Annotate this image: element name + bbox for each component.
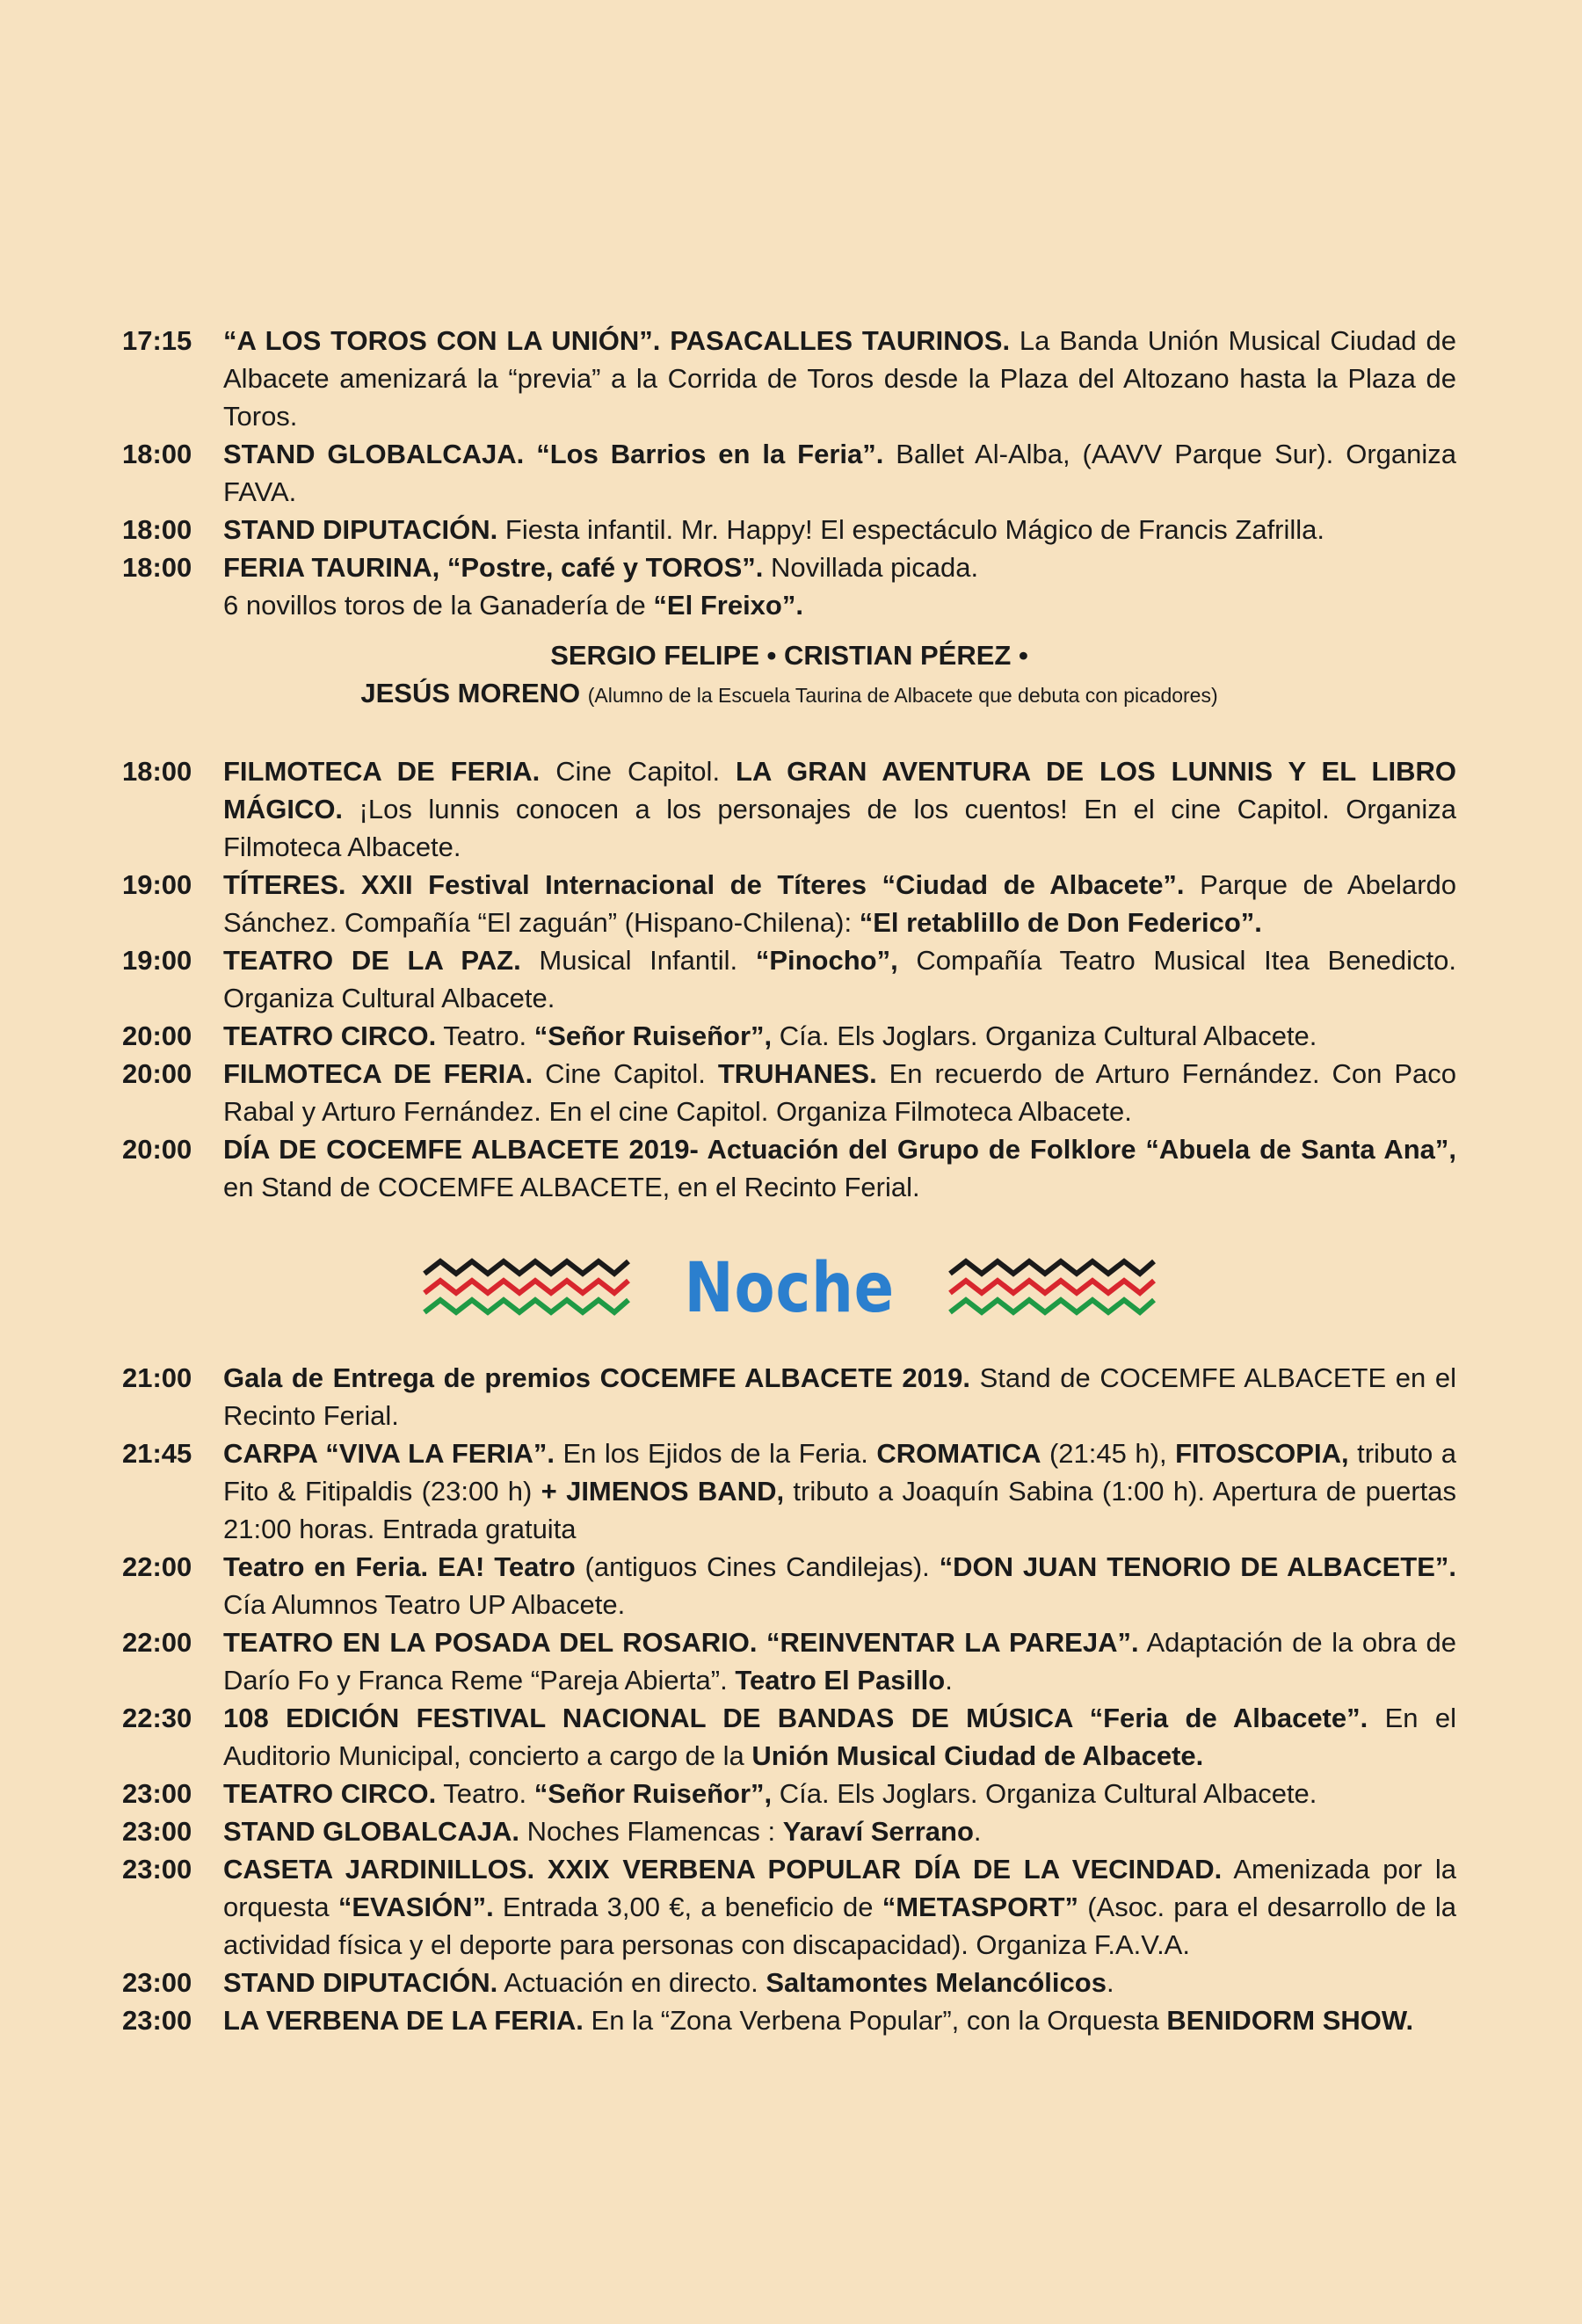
event-description (223, 2001, 1456, 2039)
event-text: Noches Flamencas : (519, 1816, 783, 1847)
event-time: 20:00 (122, 1134, 192, 1165)
event-highlight: FERIA TAURINA, “Postre, café y TOROS”. (223, 552, 764, 583)
event-list-afternoon (122, 322, 1456, 624)
event-highlight: Unión Musical Ciudad de Albacete. (751, 1740, 1204, 1771)
event-item (122, 2001, 1456, 2039)
event-text: Musical Infantil. (520, 945, 756, 976)
event-item (122, 511, 1456, 548)
event-item (122, 1055, 1456, 1130)
event-description (223, 511, 1456, 548)
event-time: 22:00 (122, 1551, 192, 1582)
event-time: 20:00 (122, 1020, 192, 1051)
event-text: Cía Alumnos Teatro UP Albacete. (223, 1589, 626, 1620)
noche-header (122, 1218, 1456, 1359)
event-text: Actuación en directo. (497, 1967, 766, 1998)
event-highlight: FILMOTECA DE FERIA. (223, 756, 541, 787)
event-highlight: Yaraví Serrano (782, 1816, 974, 1847)
event-highlight: 108 EDICIÓN FESTIVAL NACIONAL DE BANDAS DE MÚSICA “Feria de Albacete”. (223, 1703, 1368, 1733)
event-text: Novillada picada. (763, 552, 979, 583)
event-text: Compañía Teatro Musical Itea Benedicto. Organiza Cultural Albacete. (223, 945, 1457, 1013)
event-item (122, 866, 1456, 941)
event-description (223, 866, 1456, 941)
event-item (122, 1775, 1456, 1812)
event-highlight: STAND DIPUTACIÓN. (223, 514, 498, 545)
event-time: 23:00 (122, 1778, 192, 1809)
event-highlight: STAND DIPUTACIÓN. (223, 1967, 498, 1998)
event-description (223, 1964, 1456, 2001)
event-time: 23:00 (122, 2005, 192, 2036)
event-highlight: “El Freixo”. (653, 590, 803, 621)
event-description (223, 1130, 1456, 1206)
event-highlight: “Señor Ruiseñor”, (533, 1778, 773, 1809)
event-highlight: Saltamontes Melancólicos (766, 1967, 1107, 1998)
event-text: En la “Zona Verbena Popular”, con la Orquesta (583, 2005, 1167, 2036)
event-description (223, 1434, 1456, 1548)
event-description (223, 1359, 1456, 1434)
event-description (223, 1699, 1456, 1775)
zigzag-decoration-right (948, 1258, 1156, 1319)
event-time: 23:00 (122, 1967, 192, 1998)
event-highlight: TEATRO DE LA PAZ. (223, 945, 521, 976)
torero-name: JESÚS MORENO (360, 678, 581, 708)
event-item (122, 435, 1456, 511)
event-highlight: TÍTERES. XXII Festival Internacional de Títeres “Ciudad de Albacete”. (223, 869, 1185, 900)
zigzag-decoration-left (423, 1258, 630, 1319)
event-time: 22:30 (122, 1703, 192, 1733)
event-highlight: + JIMENOS BAND, (541, 1476, 785, 1507)
event-item (122, 1017, 1456, 1055)
event-text: tributo a Joaquín Sabina (1:00 h). Apertura de puertas 21:00 horas. Entrada gratuita (223, 1476, 1456, 1544)
event-highlight: DÍA DE COCEMFE ALBACETE 2019- Actuación del Grupo de Folklore “Abuela de Santa Ana”, (223, 1134, 1456, 1165)
program-page (122, 322, 1456, 2039)
toreros-block (122, 636, 1456, 715)
event-highlight: “METASPORT” (882, 1892, 1078, 1922)
event-highlight: CROMATICA (876, 1438, 1041, 1469)
event-text: Amenizada por la orquesta (223, 1854, 1456, 1922)
event-time: 23:00 (122, 1854, 192, 1885)
event-text: tributo a Fito & Fitipaldis (23:00 h) (223, 1438, 1456, 1507)
event-highlight: BENIDORM SHOW. (1166, 2005, 1414, 2036)
event-time: 19:00 (122, 869, 192, 900)
event-item (122, 1548, 1456, 1623)
event-description (223, 322, 1456, 435)
event-text: La Banda Unión Musical Ciudad de Albacete amenizará la “previa” a la Corrida de Toros desde la Plaza del Altozano hasta la Plaza de Toros. (223, 325, 1456, 432)
event-item (122, 1812, 1456, 1850)
event-item (122, 322, 1456, 435)
event-highlight: Gala de Entrega de premios COCEMFE ALBACETE 2019. (223, 1362, 971, 1393)
event-text: 6 novillos toros de la Ganadería de (223, 590, 654, 621)
event-item (122, 752, 1456, 866)
event-highlight: “DON JUAN TENORIO DE ALBACETE”. (939, 1551, 1456, 1582)
event-time: 18:00 (122, 552, 192, 583)
event-description (223, 1850, 1456, 1964)
event-item (122, 1434, 1456, 1548)
event-item (122, 941, 1456, 1017)
event-highlight: Teatro El Pasillo (735, 1665, 946, 1696)
event-text: Cine Capitol. (533, 1058, 718, 1089)
event-list-night (122, 1359, 1456, 2039)
event-text: Ballet Al-Alba, (AAVV Parque Sur). Organiza FAVA. (223, 439, 1456, 507)
event-item (122, 1699, 1456, 1775)
event-text: Adaptación de la obra de Darío Fo y Franca Reme “Pareja Abierta”. (223, 1627, 1456, 1696)
event-text: Fiesta infantil. Mr. Happy! El espectáculo Mágico de Francis Zafrilla. (497, 514, 1325, 545)
event-item (122, 1850, 1456, 1964)
event-time: 17:15 (122, 325, 192, 356)
section-title: Noche (684, 1249, 895, 1328)
event-highlight: LA GRAN AVENTURA DE LOS LUNNIS Y EL LIBRO MÁGICO. (223, 756, 1456, 824)
event-description (223, 1623, 1456, 1699)
event-highlight: LA VERBENA DE LA FERIA. (223, 2005, 584, 2036)
event-description (223, 548, 1456, 624)
event-description (223, 1812, 1456, 1850)
event-time: 20:00 (122, 1058, 192, 1089)
event-highlight: “Pinocho”, (755, 945, 898, 976)
event-text: Cía. Els Joglars. Organiza Cultural Albacete. (772, 1778, 1317, 1809)
event-item (122, 1623, 1456, 1699)
event-description (223, 1055, 1456, 1130)
event-text: . (945, 1665, 953, 1696)
event-item (122, 548, 1456, 624)
event-description (223, 1017, 1456, 1055)
event-text: Cía. Els Joglars. Organiza Cultural Albacete. (772, 1020, 1317, 1051)
event-text: ¡Los lunnis conocen a los personajes de los cuentos! En el cine Capitol. Organiza Filmoteca Albacete. (223, 794, 1456, 862)
event-time: 21:00 (122, 1362, 192, 1393)
event-text: . (1106, 1967, 1114, 1998)
event-text: Teatro. (436, 1020, 534, 1051)
event-text: (Asoc. para el desarrollo de la actividad física y el deporte para personas con discapacidad). Organiza F.A.V.A. (223, 1892, 1456, 1960)
event-description (223, 1548, 1456, 1623)
event-highlight: “A LOS TOROS CON LA UNIÓN”. PASACALLES TAURINOS. (223, 325, 1011, 356)
event-time: 21:45 (122, 1438, 192, 1469)
event-time: 18:00 (122, 756, 192, 787)
event-text: En recuerdo de Arturo Fernández. Con Paco Rabal y Arturo Fernández. En el cine Capitol. Organiza Filmoteca Albacete. (223, 1058, 1456, 1127)
event-highlight: CARPA “VIVA LA FERIA”. (223, 1438, 555, 1469)
event-time: 19:00 (122, 945, 192, 976)
event-highlight: FILMOTECA DE FERIA. (223, 1058, 533, 1089)
event-text: (21:45 h), (1041, 1438, 1176, 1469)
event-highlight: “Señor Ruiseñor”, (533, 1020, 773, 1051)
event-highlight: TRUHANES. (717, 1058, 877, 1089)
event-highlight: STAND GLOBALCAJA. “Los Barrios en la Feria”. (223, 439, 884, 469)
event-text: . (973, 1816, 982, 1847)
torero-note: (Alumno de la Escuela Taurina de Albacete que debuta con picadores) (587, 684, 1218, 707)
event-description (223, 752, 1456, 866)
event-highlight: TEATRO CIRCO. (223, 1778, 437, 1809)
event-time: 23:00 (122, 1816, 192, 1847)
event-highlight: STAND GLOBALCAJA. (223, 1816, 519, 1847)
event-highlight: Teatro en Feria. EA! Teatro (223, 1551, 576, 1582)
event-list-evening (122, 752, 1456, 1206)
event-description (223, 1775, 1456, 1812)
event-highlight: TEATRO CIRCO. (223, 1020, 437, 1051)
event-item (122, 1359, 1456, 1434)
event-item (122, 1130, 1456, 1206)
toreros-line-1: SERGIO FELIPE • CRISTIAN PÉREZ • (550, 640, 1028, 671)
event-text: Entrada 3,00 €, a beneficio de (493, 1892, 882, 1922)
event-text: Teatro. (436, 1778, 534, 1809)
event-text: (antiguos Cines Candilejas). (575, 1551, 940, 1582)
event-highlight: “EVASIÓN”. (337, 1892, 494, 1922)
event-time: 22:00 (122, 1627, 192, 1658)
event-time: 18:00 (122, 514, 192, 545)
event-text: En los Ejidos de la Feria. (554, 1438, 877, 1469)
event-text: En el Auditorio Municipal, concierto a cargo de la (223, 1703, 1456, 1771)
event-highlight: TEATRO EN LA POSADA DEL ROSARIO. “REINVENTAR LA PAREJA”. (223, 1627, 1139, 1658)
event-highlight: FITOSCOPIA, (1175, 1438, 1349, 1469)
event-highlight: CASETA JARDINILLOS. XXIX VERBENA POPULAR DÍA DE LA VECINDAD. (223, 1854, 1223, 1885)
event-text: Parque de Abelardo Sánchez. Compañía “El zaguán” (Hispano-Chilena): (223, 869, 1456, 938)
event-time: 18:00 (122, 439, 192, 469)
event-highlight: “El retablillo de Don Federico”. (859, 907, 1262, 938)
event-text: Cine Capitol. (540, 756, 737, 787)
event-item (122, 1964, 1456, 2001)
event-text: Stand de COCEMFE ALBACETE en el Recinto Ferial. (223, 1362, 1456, 1431)
event-text: en Stand de COCEMFE ALBACETE, en el Recinto Ferial. (223, 1172, 920, 1202)
event-description (223, 941, 1456, 1017)
event-description (223, 435, 1456, 511)
